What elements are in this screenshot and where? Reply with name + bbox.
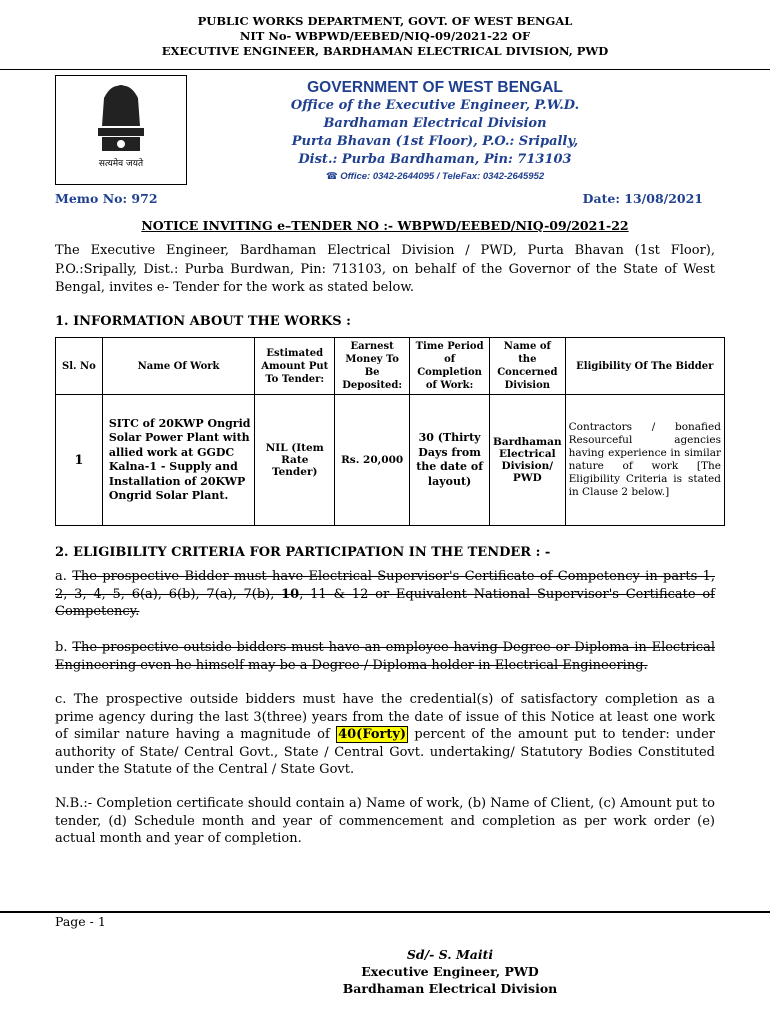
header-line-2: NIT No- WBPWD/EEBED/NIQ-09/2021-22 OF <box>239 29 531 43</box>
emblem-box <box>55 75 187 185</box>
office-line-3: Purta Bhavan (1st Floor), P.O.: Sripally, <box>291 134 579 149</box>
office-line-1: Office of the Executive Engineer, P.W.D. <box>290 98 580 113</box>
col-division: Name of the Concerned Division <box>490 338 566 395</box>
clause-a-text-bold: 10 <box>281 586 300 602</box>
telephone-icon: ☎ <box>325 171 341 182</box>
footer-divider <box>0 911 770 913</box>
memo-number: Memo No: 972 <box>55 191 158 206</box>
signature-sd: Sd/- S. Maiti <box>406 947 494 962</box>
header-line-1: PUBLIC WORKS DEPARTMENT, GOVT. OF WEST BENGAL <box>197 14 573 28</box>
col-earnest-money: Earnest Money To Be Deposited: <box>335 338 410 395</box>
table-row <box>56 395 725 526</box>
cell-name-of-work: SITC of 20KWP Ongrid Solar Power Plant with allied work at GGDC Kalna-1 - Supply and Installation of 20KWP Ongrid Solar Plant. <box>102 395 254 526</box>
emblem-caption: सत्यमेव जयते <box>98 159 144 169</box>
contact-text: Office: 0342-2644095 / TeleFax: 0342-2645952 <box>340 171 545 182</box>
notice-title: NOTICE INVITING e–TENDER NO :- WBPWD/EEBED/NIQ-09/2021-22 <box>141 218 629 233</box>
col-estimated-amount: Estimated Amount Put To Tender: <box>255 338 335 395</box>
col-eligibility: Eligibility Of The Bidder <box>565 338 724 395</box>
intro-paragraph: The Executive Engineer, Bardhaman Electrical Division / PWD, Purta Bhavan (1st Floor), P.O.:Sripally, Dist.: Purba Burdwan, Pin: 713103, on behalf of the Governor of the State of West Bengal, invites e- Tender for the work as stated below. <box>55 243 715 295</box>
office-line-2: Bardhaman Electrical Division <box>323 116 547 131</box>
page-number: Page - 1 <box>55 914 106 929</box>
clause-a-text <box>55 569 715 619</box>
clause-c-text-after: percent of the amount put to tender: under authority of State/ Central Govt., State / Central Govt. undertaking/ Statutory Bodies Constituted under the Statute of the Central / State Govt. <box>55 727 715 777</box>
nb-paragraph: N.B.:- Completion certificate should contain a) Name of work, (b) Name of Client, (c) Amount put to tender, (d) Schedule month and year of commencement and completion as per work order (e) actual month and year of completion. <box>55 796 715 846</box>
section-2-heading: 2. ELIGIBILITY CRITERIA FOR PARTICIPATION IN THE TENDER : - <box>55 545 551 560</box>
clause-b-label: b. <box>55 640 68 655</box>
signature-designation: Executive Engineer, PWD <box>361 964 539 979</box>
header-divider <box>0 69 770 70</box>
clause-a-label: a. <box>55 569 67 584</box>
col-name-of-work: Name Of Work <box>102 338 254 395</box>
clause-a-text-after: , 11 & 12 or Equivalent National Supervisor's Certificate of Competency. <box>55 586 715 619</box>
clause-b <box>55 639 715 674</box>
signature-block <box>300 946 600 997</box>
office-line-4: Dist.: Purba Bardhaman, Pin: 713103 <box>298 152 572 167</box>
clause-a <box>55 568 715 621</box>
clause-c-label: c. <box>55 692 67 707</box>
cell-division: Bardhaman Electrical Division/ PWD <box>490 395 566 526</box>
signature-division: Bardhaman Electrical Division <box>342 981 558 996</box>
clause-a-text-before: The prospective Bidder must have Electrical Supervisor's Certificate of Competency in parts 1, 2, 3, 4, 5, 6(a), 6(b), 7(a), 7(b), <box>55 569 715 602</box>
cell-time-period: 30 (Thirty Days from the date of layout) <box>410 395 490 526</box>
works-table <box>55 337 725 526</box>
table-header-row <box>56 338 725 395</box>
document-header <box>0 14 770 59</box>
cell-earnest-money: Rs. 20,000 <box>335 395 410 526</box>
cell-eligibility: Contractors / bonafied Resourceful agencies having experience in similar nature of work [The Eligibility Criteria is stated in Clause 2 below.] <box>565 395 724 526</box>
government-title: GOVERNMENT OF WEST BENGAL <box>307 79 563 96</box>
col-time-period: Time Period of Completion of Work: <box>410 338 490 395</box>
clause-c-highlight: 40(Forty) <box>338 727 407 742</box>
col-sl-no: Sl. No <box>56 338 103 395</box>
header-line-3: EXECUTIVE ENGINEER, BARDHAMAN ELECTRICAL DIVISION, PWD <box>161 44 609 58</box>
clause-c <box>55 691 715 779</box>
office-block <box>195 78 675 185</box>
clause-b-text: The prospective outside bidders must have an employee having Degree or Diploma in Electrical Engineering even he himself may be a Degree / Diploma holder in Electrical Engineering. <box>55 640 715 673</box>
cell-amount: NIL (Item Rate Tender) <box>255 395 335 526</box>
section-1-heading: 1. INFORMATION ABOUT THE WORKS : <box>55 314 351 329</box>
memo-date: Date: 13/08/2021 <box>582 191 703 206</box>
cell-sl-no: 1 <box>56 395 103 526</box>
clause-c-text-before: The prospective outside bidders must have the credential(s) of satisfactory completion as a prime agency during the last 3(three) years from the date of issue of this Notice at least one work of similar nature having a magnitude of <box>55 692 715 742</box>
office-contact <box>195 169 675 185</box>
